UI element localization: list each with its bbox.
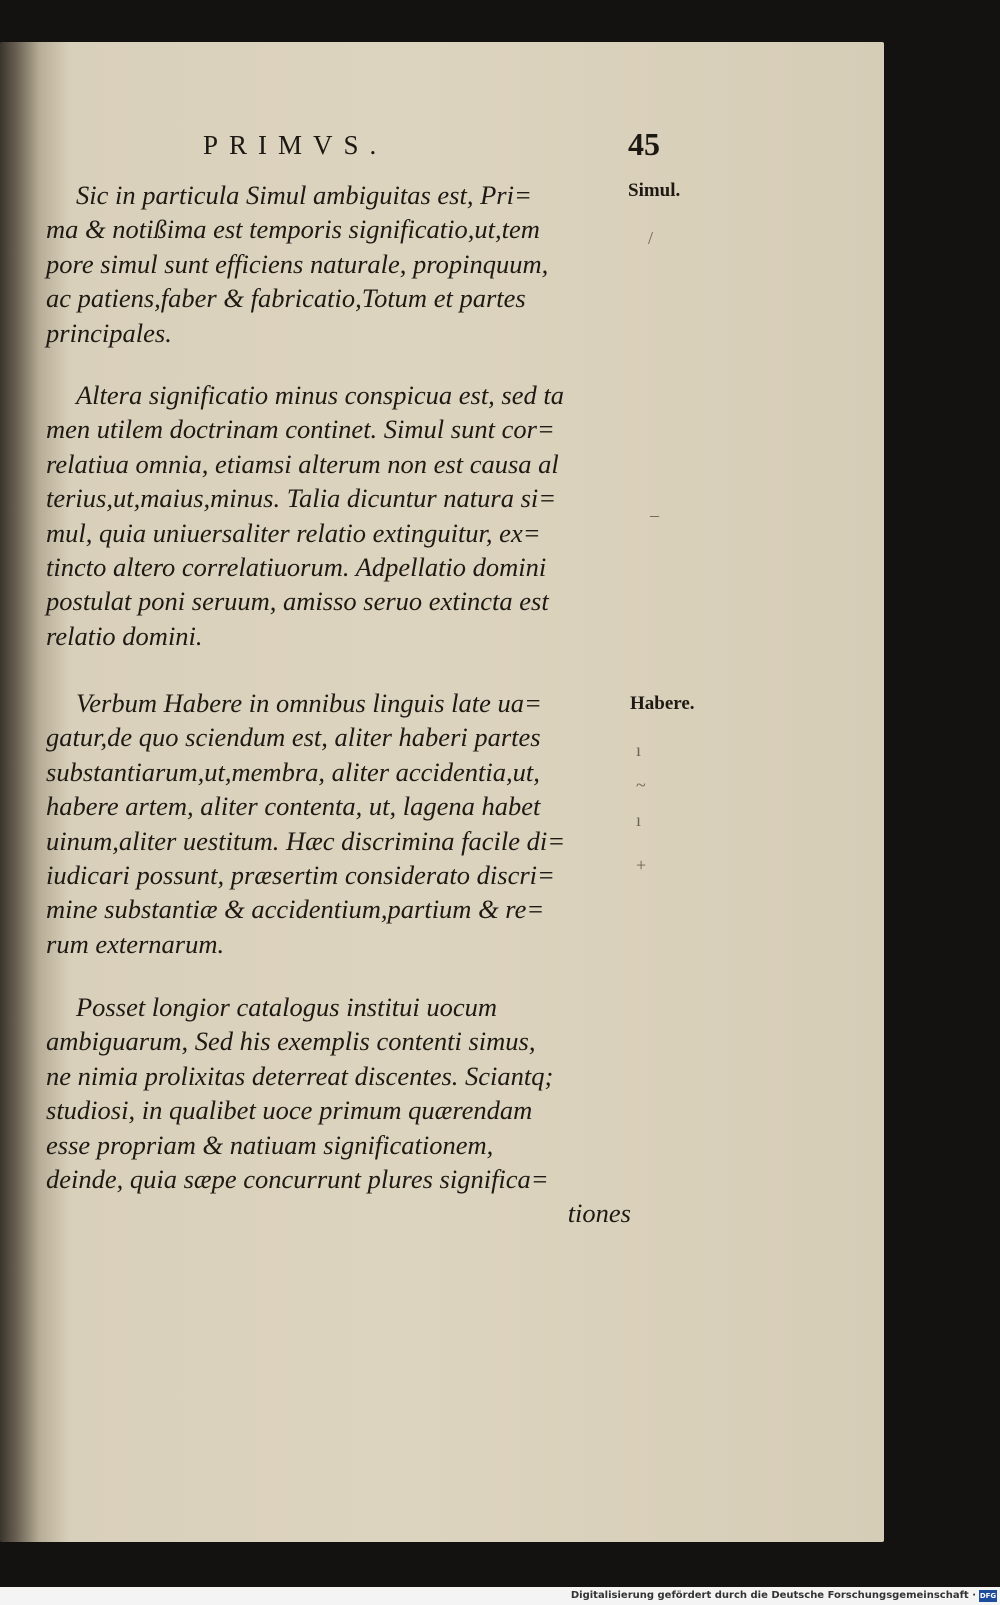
paragraph-3 xyxy=(46,686,631,961)
margin-tick: + xyxy=(636,855,647,875)
text-line: iudicari possunt, præsertim considerato discri= xyxy=(46,860,555,891)
margin-tick: ı xyxy=(636,810,642,830)
text-line: terius,ut,maius,minus. Talia dicuntur natura si= xyxy=(46,483,557,514)
margin-note-simul: Simul. xyxy=(628,180,681,201)
text-line: mul, quia uniuersaliter relatio extinguitur, ex= xyxy=(46,517,541,548)
text-line: Verbum Habere in omnibus linguis late ua= xyxy=(76,688,542,718)
text-line: ma & notißima est temporis significatio,ut,tem xyxy=(46,214,540,245)
text-line: esse propriam & natiuam significationem, xyxy=(46,1129,494,1160)
page-number: 45 xyxy=(628,126,660,162)
footer-credit: Digitalisierung gefördert durch die Deutsche Forschungsgemeinschaft · xyxy=(570,1590,976,1601)
paragraph-1 xyxy=(46,178,631,350)
text-line: ac patiens,faber & fabricatio,Totum et partes xyxy=(46,283,526,314)
text-line: rum externarum. xyxy=(46,928,225,959)
text-line: Posset longior catalogus institui uocum xyxy=(76,992,498,1022)
text-line: ambiguarum, Sed his exemplis contenti simus, xyxy=(46,1026,536,1057)
margin-tick: – xyxy=(650,505,659,525)
margin-note-habere: Habere. xyxy=(630,693,695,714)
text-line: Sic in particula Simul ambiguitas est, Pri= xyxy=(76,180,532,210)
paragraph-4 xyxy=(46,990,631,1231)
text-line: relatiua omnia, etiamsi alterum non est causa al xyxy=(46,448,559,479)
margin-tick: / xyxy=(648,228,654,248)
text-line: substantiarum,ut,membra, aliter accidentia,ut, xyxy=(46,756,540,787)
running-head: PRIMVS. xyxy=(203,130,388,160)
text-line: relatio domini. xyxy=(46,620,203,651)
text-line: men utilem doctrinam continet. Simul sunt cor= xyxy=(46,414,555,445)
margin-tick: ~ xyxy=(636,775,646,795)
text-line: postulat poni seruum, amisso seruo extincta est xyxy=(46,586,549,617)
text-line: pore simul sunt efficiens naturale, propinquum, xyxy=(46,248,549,279)
text-line: deinde, quia sæpe concurrunt plures significa= xyxy=(46,1164,549,1195)
margin-tick: ı xyxy=(636,740,642,760)
text-line: mine substantiæ & accidentium,partium & re= xyxy=(46,894,545,925)
text-line: tincto altero correlatiuorum. Adpellatio domini xyxy=(46,552,547,583)
text-line: studiosi, in qualibet uoce primum quærendam xyxy=(46,1095,533,1126)
paragraph-2 xyxy=(46,378,631,653)
text-line: gatur,de quo sciendum est, aliter haberi partes xyxy=(46,722,541,753)
text-line: habere artem, aliter contenta, ut, lagena habet xyxy=(46,791,541,822)
dfg-logo-icon: DFG xyxy=(979,1592,997,1600)
text-line: principales. xyxy=(46,317,172,348)
catchword: tiones xyxy=(567,1198,631,1229)
text-line: Altera significatio minus conspicua est, sed ta xyxy=(76,380,564,410)
text-line: ne nimia prolixitas deterreat discentes. Sciantq; xyxy=(46,1060,554,1091)
text-line: uinum,aliter uestitum. Hæc discrimina facile di= xyxy=(46,825,566,856)
